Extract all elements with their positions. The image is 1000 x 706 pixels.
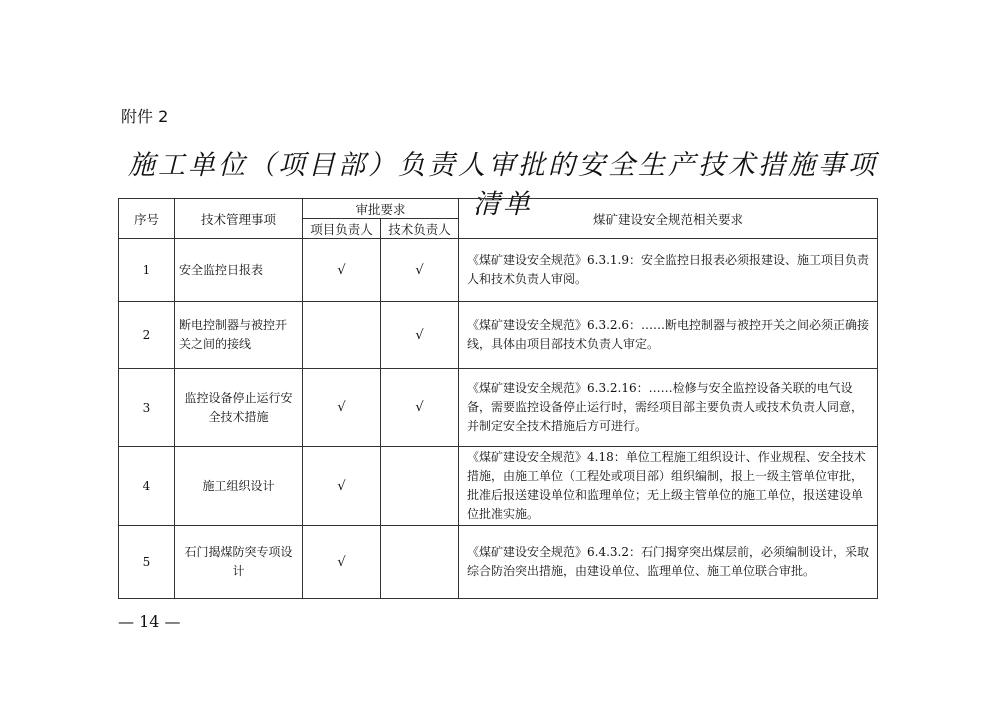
row-seq: 1 — [119, 239, 175, 302]
row-item: 监控设备停止运行安全技术措施 — [175, 369, 303, 447]
row-tech-check — [381, 526, 459, 599]
row-item: 石门揭煤防突专项设计 — [175, 526, 303, 599]
page-number: — 14 — — [118, 612, 181, 631]
row-item: 断电控制器与被控开关之间的接线 — [175, 302, 303, 369]
header-spec: 煤矿建设安全规范相关要求 — [459, 199, 878, 239]
row-project-check: √ — [303, 369, 381, 447]
row-seq: 4 — [119, 447, 175, 526]
row-tech-check: √ — [381, 239, 459, 302]
table-row — [119, 526, 878, 599]
row-spec: 《煤矿建设安全规范》6.3.2.16：……检修与安全监控设备关联的电气设备，需要监控设备停止运行时，需经项目部主要负责人或技术负责人同意，并制定安全技术措施后方可进行。 — [459, 369, 878, 447]
attachment-label: 附件 2 — [121, 107, 169, 126]
requirements-table — [118, 198, 878, 599]
row-spec: 《煤矿建设安全规范》6.3.2.6：……断电控制器与被控开关之间必须正确接线，具体由项目部技术负责人审定。 — [459, 302, 878, 369]
table-row — [119, 239, 878, 302]
table-row — [119, 369, 878, 447]
header-seq: 序号 — [119, 199, 175, 239]
header-project-head: 项目负责人 — [303, 219, 381, 239]
row-spec: 《煤矿建设安全规范》4.18：单位工程施工组织设计、作业规程、安全技术措施，由施工单位（工程处或项目部）组织编制，报上一级主管单位审批，批准后报送建设单位和监理单位；无上级主管单位的施工单位，报送建设单位批准实施。 — [459, 447, 878, 526]
row-spec: 《煤矿建设安全规范》6.4.3.2：石门揭穿突出煤层前，必须编制设计，采取综合防治突出措施，由建设单位、监理单位、施工单位联合审批。 — [459, 526, 878, 599]
row-project-check: √ — [303, 447, 381, 526]
document-title: 施工单位（项目部）负责人审批的安全生产技术措施事项清单 — [128, 150, 878, 220]
header-approval: 审批要求 — [303, 199, 459, 219]
header-row — [119, 199, 878, 219]
row-tech-check: √ — [381, 369, 459, 447]
row-project-check: √ — [303, 526, 381, 599]
row-item: 安全监控日报表 — [175, 239, 303, 302]
row-project-check: √ — [303, 239, 381, 302]
row-seq: 2 — [119, 302, 175, 369]
row-tech-check: √ — [381, 302, 459, 369]
header-tech-head: 技术负责人 — [381, 219, 459, 239]
row-item: 施工组织设计 — [175, 447, 303, 526]
header-item: 技术管理事项 — [175, 199, 303, 239]
table-row — [119, 447, 878, 526]
row-project-check — [303, 302, 381, 369]
row-seq: 5 — [119, 526, 175, 599]
row-seq: 3 — [119, 369, 175, 447]
row-spec: 《煤矿建设安全规范》6.3.1.9：安全监控日报表必须报建设、施工项目负责人和技术负责人审阅。 — [459, 239, 878, 302]
row-tech-check — [381, 447, 459, 526]
table-row — [119, 302, 878, 369]
